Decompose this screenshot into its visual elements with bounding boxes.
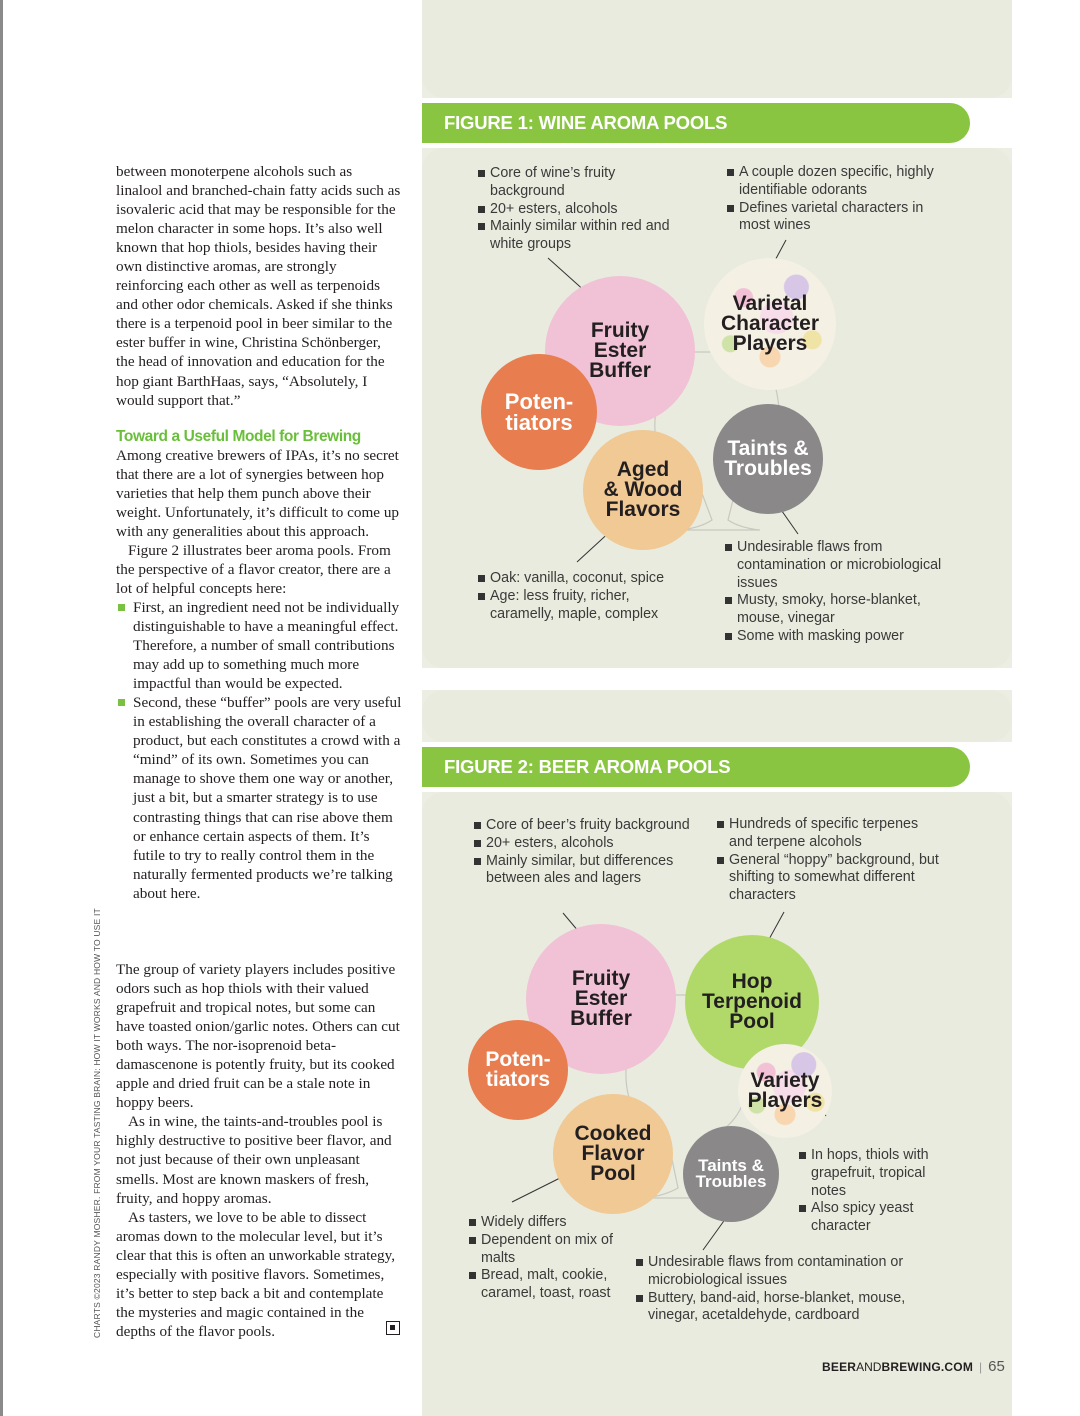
pool-label: Pool: [590, 1162, 636, 1186]
pool-label: Poten-: [485, 1047, 551, 1071]
pool-taints-troubles: [683, 1126, 779, 1222]
note-item: Age: less fruity, richer, caramelly, maple, complex: [478, 588, 693, 624]
note-item: Mainly similar, but differences between ales and lagers: [474, 853, 694, 889]
figure2-title-bar: [422, 747, 970, 787]
paragraph: As tasters, we love to be able to dissect aromas down to the molecular level, but it’s clear that this is often an unworkable strategy, especially with positive flavors. Sometimes, it’s better to step back a bit and contemplate the mysteries and magic contained in the depths of the flavor pools.: [116, 1208, 396, 1340]
pool-label: Pool: [729, 1010, 775, 1034]
note-item: Mainly similar within red and white groups: [478, 218, 678, 254]
pool-label: Poten-: [504, 388, 574, 414]
site-name-part: BREWING.COM: [881, 1360, 974, 1374]
note-item: Hundreds of specific terpenes and terpene alcohols: [717, 816, 942, 852]
pool-potentiators: [481, 354, 597, 470]
paragraph: As in wine, the taints-and-troubles pool is highly destructive to positive beer flavor, and not just because of their own unpleasant smells. Most are known maskers of fresh, fruity, and hoppy aromas.: [116, 1113, 392, 1207]
note-item: Musty, smoky, horse-blanket, mouse, vinegar: [725, 592, 965, 628]
site-name-part: BEER: [822, 1360, 857, 1374]
pool-label: Aged: [616, 457, 670, 481]
figure1-title: FIGURE 1: WINE AROMA POOLS: [444, 112, 728, 133]
paragraph: The group of variety players includes positive odors such as hop thiols with their valued grapefruit and tropical notes, but some can have toasted onion/garlic notes. Others can cut both ways. The nor-isoprenoid beta-damascenone is potently fruity, but its cooked apple and dried fruit can be a stale note in hoppy beers.: [116, 961, 400, 1112]
pool-label: Flavors: [605, 498, 681, 522]
note-cooked: [469, 1214, 619, 1303]
section-subhead: Toward a Useful Model for Brewing: [116, 427, 361, 445]
pool-label: Varietal: [732, 291, 808, 315]
note-varietal: [727, 164, 937, 235]
footer-divider: |: [979, 1360, 983, 1374]
note-item: Buttery, band-aid, horse-blanket, mouse, vinegar, acetaldehyde, cardboard: [636, 1290, 936, 1326]
pool-label: Taints &: [727, 436, 809, 460]
list-item: First, an ingredient need not be individually distinguishable to have a meaningful effect. Therefore, a number of small contributions may add up to something much more impactful than would be expected.: [116, 598, 402, 693]
pool-label: Buffer: [570, 1007, 632, 1031]
note-item: Core of beer’s fruity background: [474, 817, 694, 835]
pool-label: Ester: [574, 986, 628, 1010]
note-variety: [799, 1147, 934, 1236]
pool-label: Players: [732, 332, 808, 356]
note-item: 20+ esters, alcohols: [478, 201, 678, 219]
pool-label: & Wood: [603, 477, 683, 501]
paragraph: between monoterpene alcohols such as linalool and branched-chain fatty acids such as isovaleric acid that may be responsible for the melon character in some hops. It’s also well known that hop thiols, besides having their own distinctive aromas, are strongly reinforcing each other as well as terpenoids and other odor chemicals. Asked if she thinks there is a terpenoid pool in beer similar to the ester buffer in wine, Christina Schönberger, the head of innovation and education for the hop giant BarthHaas, says, “Absolutely, I would support that.”: [116, 163, 401, 409]
pool-label: Ester: [593, 338, 647, 362]
pool-taints-troubles: [713, 404, 823, 514]
site-name-part: AND: [856, 1360, 882, 1374]
pool-label: Hop: [731, 969, 773, 993]
page-footer: [822, 1358, 1005, 1375]
pool-label: Terpenoid: [702, 989, 802, 1013]
note-fruity: [474, 817, 694, 888]
pool-label: Character: [720, 311, 820, 335]
note-item: Undesirable flaws from contamination or microbiological issues: [636, 1254, 936, 1290]
note-item: Some with masking power: [725, 628, 965, 646]
pool-label: Flavor: [581, 1141, 645, 1165]
note-taints: [636, 1254, 936, 1325]
pool-label: Fruity: [590, 318, 650, 342]
figure2-title: FIGURE 2: BEER AROMA POOLS: [444, 756, 731, 777]
note-taints: [725, 539, 965, 646]
pool-label: Buffer: [589, 359, 651, 383]
pool-label: Players: [747, 1089, 823, 1112]
pool-label: tiators: [505, 410, 573, 435]
note-item: Undesirable flaws from contamination or microbiological issues: [725, 539, 965, 592]
note-aged: [478, 570, 693, 623]
pool-label: Cooked: [574, 1121, 652, 1145]
note-item: A couple dozen specific, highly identifiable odorants: [727, 164, 937, 200]
paragraph: Among creative brewers of IPAs, it’s no secret that there are a lot of synergies between hop varieties that help them punch above their weight. Unfortunately, it’s difficult to come up with any generalities about this approach.: [116, 446, 400, 540]
note-item: Dependent on mix of malts: [469, 1232, 619, 1268]
note-item: Widely differs: [469, 1214, 619, 1232]
pool-aged-wood-flavors: [583, 430, 703, 550]
pool-label: Fruity: [571, 966, 631, 990]
note-fruity: [478, 165, 678, 254]
list-item: Second, these “buffer” pools are very useful in establishing the overall character of a product, but each constitutes a crowd with a “mind” of its own. Sometimes you can manage to shove them one way or another, just a bit, but a smarter strategy is to use contrasting things that can rise above them or enhance certain aspects of them. It’s futile to try to really control them in the naturally fermented products we’re talking about here.: [116, 693, 402, 903]
page-number: 65: [988, 1358, 1005, 1375]
note-item: Also spicy yeast character: [799, 1200, 934, 1236]
pool-label: Troubles: [695, 1172, 767, 1191]
pool-label: Variety: [750, 1068, 820, 1092]
note-item: 20+ esters, alcohols: [474, 835, 694, 853]
pool-cooked-flavor: [553, 1094, 673, 1214]
pool-label: Troubles: [724, 457, 812, 480]
pool-varietal-character: [704, 258, 836, 390]
note-item: Oak: vanilla, coconut, spice: [478, 570, 693, 588]
pool-potentiators: [468, 1020, 568, 1120]
note-item: Bread, malt, cookie, caramel, toast, roast: [469, 1267, 619, 1303]
paragraph: Figure 2 illustrates beer aroma pools. From the perspective of a flavor creator, there are a lot of helpful concepts here:: [116, 541, 391, 597]
note-hop: [717, 816, 942, 905]
note-item: Core of wine’s fruity background: [478, 165, 678, 201]
note-item: Defines varietal characters in most wines: [727, 200, 937, 236]
note-item: In hops, thiols with grapefruit, tropical notes: [799, 1147, 934, 1200]
pool-label: tiators: [485, 1068, 551, 1091]
chart-credit: CHARTS ©2023 RANDY MOSHER. FROM YOUR TASTING BRAIN: HOW IT WORKS AND HOW TO USE IT: [92, 908, 102, 1338]
pool-variety-players: [738, 1044, 832, 1138]
note-item: General “hoppy” background, but shifting to somewhat different characters: [717, 852, 942, 905]
pool-label: Taints &: [698, 1155, 764, 1175]
